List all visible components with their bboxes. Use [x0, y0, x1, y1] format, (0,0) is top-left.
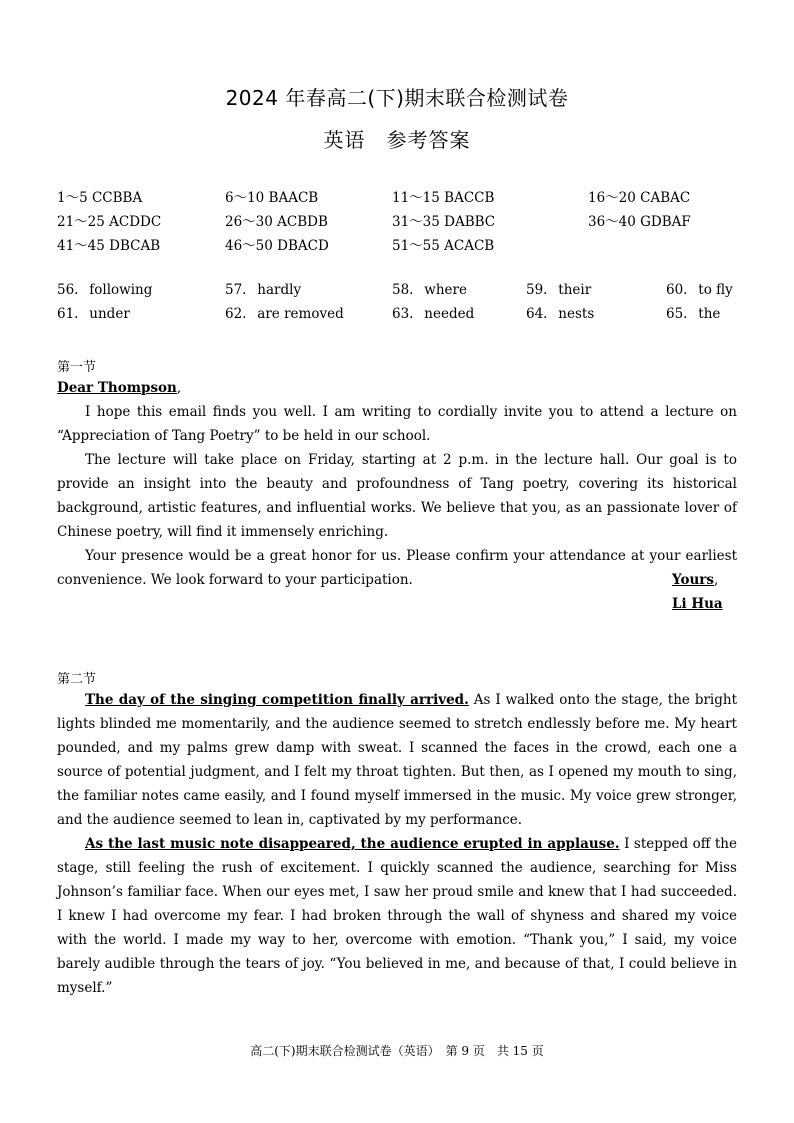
mc-answer: 6～10 BAACB	[225, 190, 319, 206]
page-subtitle: 英语 参考答案	[323, 128, 471, 152]
mc-row	[57, 186, 747, 210]
salutation-name: Dear Thompson	[57, 380, 177, 396]
letter-signoff	[672, 568, 723, 616]
story-body	[57, 688, 737, 1000]
fill-answer	[57, 306, 130, 322]
fill-answer	[666, 306, 720, 322]
mc-answer: 51～55 ACACB	[392, 238, 495, 254]
item-number: 57.	[225, 282, 247, 298]
section-two-label: 第二节	[57, 672, 97, 687]
fill-answer	[392, 306, 474, 322]
letter-paragraph: Your presence would be a great honor for us. Please confirm your attendance at your earliest convenience. We look forward to your participation.	[57, 548, 737, 588]
mc-answer: 1～5 CCBBA	[57, 190, 143, 206]
letter-signature: Li Hua	[672, 596, 723, 612]
letter-salutation	[57, 376, 737, 400]
fill-answer	[392, 282, 467, 298]
mc-answer: 31～35 DABBC	[392, 214, 496, 230]
item-number: 60.	[666, 282, 688, 298]
letter-paragraph: The lecture will take place on Friday, starting at 2 p.m. in the lecture hall. Our goal is to provide an insight into the beauty and profoundness of Tang poetry, covering its historical background, artistic features, and influential works. We believe that you, as an passionate lover of Chinese poetry, will find it immensely enriching.	[57, 452, 737, 540]
letter-body	[57, 376, 737, 592]
mc-answer: 21～25 ACDDC	[57, 214, 162, 230]
page-title: 2024 年春高二(下)期末联合检测试卷	[225, 86, 569, 110]
answer-word: their	[558, 282, 592, 298]
answer-word: nests	[558, 306, 595, 322]
story-text: As I walked onto the stage, the bright lights blinded me momentarily, and the audience seemed to stretch endlessly before me. My heart pounded, and my palms grew damp with sweat. I scanned the faces in the crowd, each one a source of potential judgment, and I felt my throat tighten. But then, as I opened my mouth to sing, the familiar notes came easily, and I found myself immersed in the music. My voice grew stronger, and the audience seemed to lean in, captivated by my performance.	[57, 692, 738, 828]
mc-answer: 11～15 BACCB	[392, 190, 495, 206]
fill-answer	[225, 306, 344, 322]
mc-answer: 16～20 CABAC	[588, 190, 691, 206]
story-paragraph	[57, 832, 737, 1000]
page-footer: 高二(下)期末联合检测试卷（英语） 第 9 页 共 15 页	[250, 1044, 544, 1058]
item-number: 61.	[57, 306, 79, 322]
answer-word: needed	[424, 306, 475, 322]
fill-answer	[526, 282, 591, 298]
fill-answer	[526, 306, 594, 322]
story-text: I stepped off the stage, still feeling the rush of excitement. I quickly scanned the audience, searching for Miss Johnson’s familiar face. When our eyes met, I saw her proud smile and knew that I had succeeded. I knew I had overcome my fear. I had broken through the wall of shyness and shared my voice with the world. I made my way to her, overcome with emotion. “Thank you,” I said, my voice barely audible through the tears of joy. “You believed in me, and because of that, I could believe in myself.”	[57, 836, 737, 996]
item-number: 58.	[392, 282, 414, 298]
story-paragraph	[57, 688, 737, 832]
salutation-punct: ,	[176, 380, 182, 396]
answer-word: to fly	[698, 282, 733, 298]
section-one-label: 第一节	[57, 360, 97, 375]
fill-answer	[666, 282, 733, 298]
mc-answer: 36～40 GDBAF	[588, 214, 691, 230]
mc-answer: 41～45 DBCAB	[57, 238, 161, 254]
mc-answer: 46～50 DBACD	[225, 238, 329, 254]
closing-word: Yours	[672, 572, 714, 588]
mc-answer: 26～30 ACBDB	[225, 214, 328, 230]
answer-word: are removed	[257, 306, 344, 322]
answer-word: following	[89, 282, 153, 298]
item-number: 59.	[526, 282, 548, 298]
mc-row	[57, 210, 747, 234]
story-lead-sentence: The day of the singing competition finally arrived.	[85, 692, 469, 708]
answer-word: under	[89, 306, 130, 322]
answer-word: hardly	[257, 282, 302, 298]
item-number: 62.	[225, 306, 247, 322]
multiple-choice-answers	[57, 186, 747, 258]
answer-word: the	[698, 306, 721, 322]
fill-answer	[225, 282, 301, 298]
story-lead-sentence: As the last music note disappeared, the audience erupted in applause.	[85, 836, 620, 852]
fill-answer	[57, 282, 152, 298]
fill-row	[57, 306, 747, 330]
letter-closing	[672, 568, 723, 592]
item-number: 65.	[666, 306, 688, 322]
closing-punct: ,	[714, 572, 719, 588]
item-number: 56.	[57, 282, 79, 298]
fill-row	[57, 282, 747, 306]
answer-word: where	[424, 282, 467, 298]
letter-paragraph: I hope this email finds you well. I am writing to cordially invite you to attend a lecture on “Appreciation of Tang Poetry” to be held in our school.	[57, 404, 737, 444]
fill-blank-answers	[57, 282, 747, 330]
item-number: 64.	[526, 306, 548, 322]
mc-row	[57, 234, 747, 258]
item-number: 63.	[392, 306, 414, 322]
